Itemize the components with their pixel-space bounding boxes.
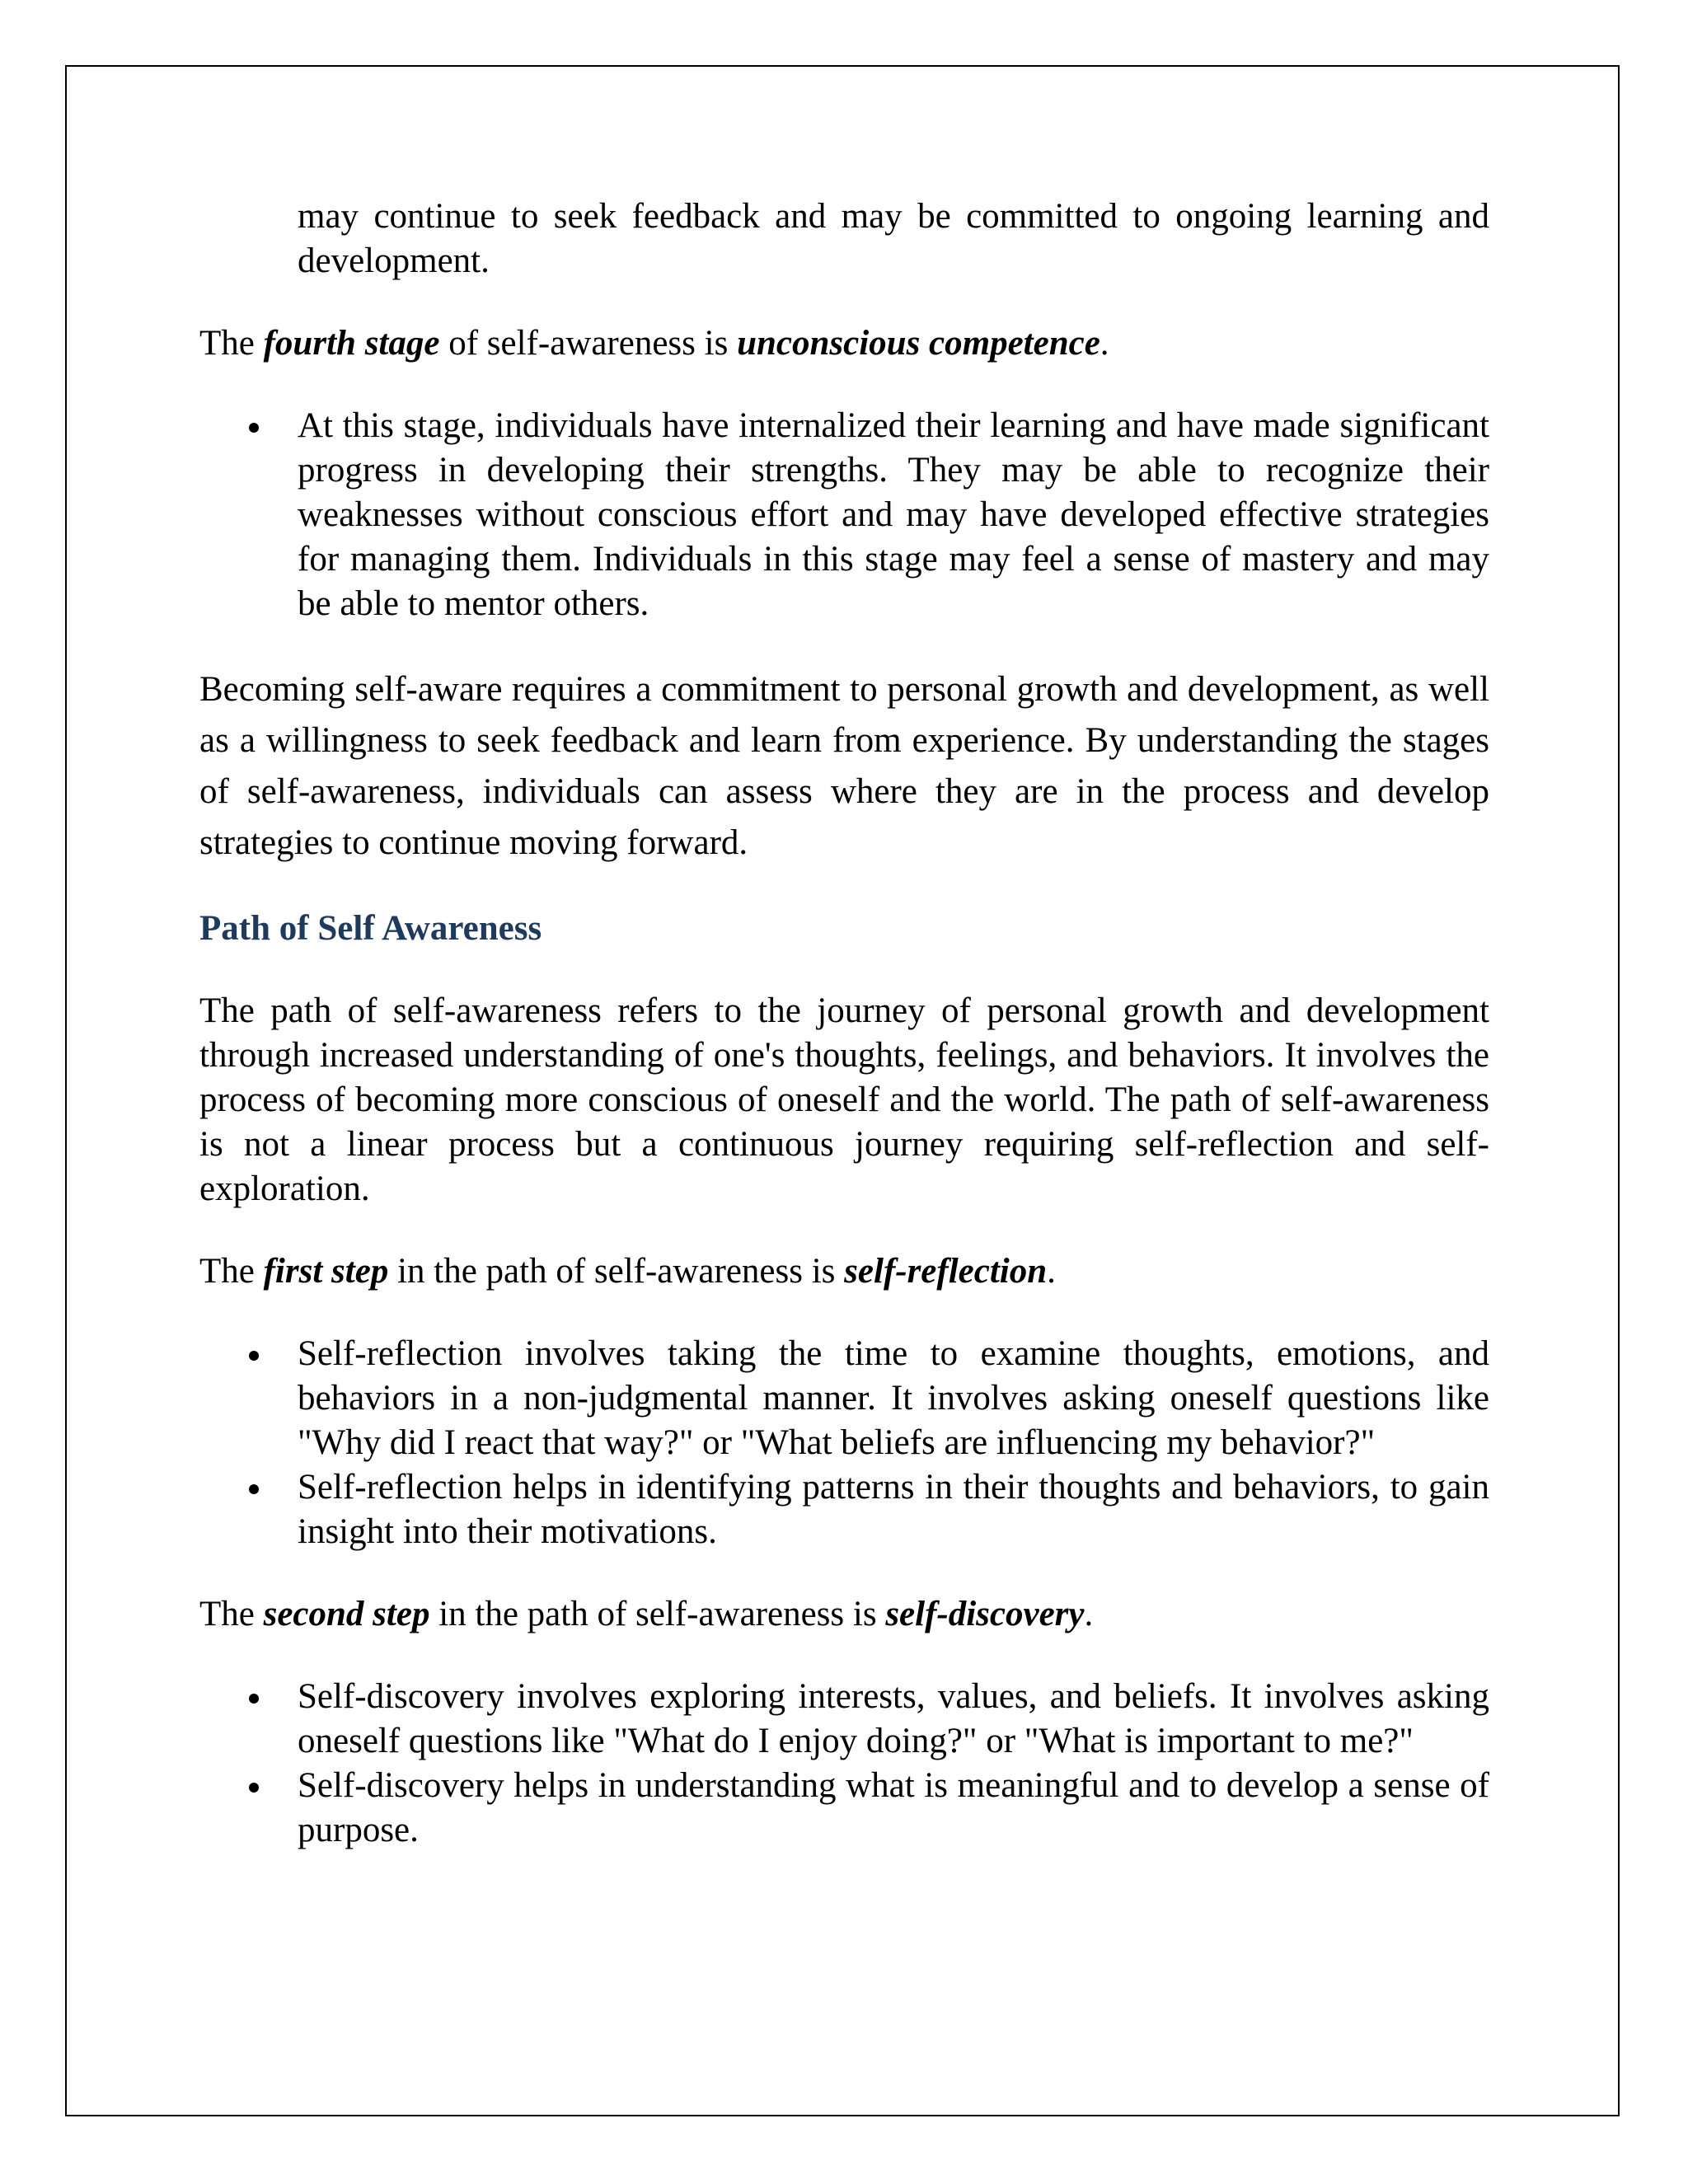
bullet-icon (249, 1484, 259, 1494)
fourth-stage-line (199, 321, 1489, 366)
summary-paragraph: Becoming self-aware requires a commitment to personal growth and development, as well as a willingness to seek feedback and learn from experience. By understanding the stages of self-awareness, individuals can assess where they are in the process and develop strategies to continue moving forward. (199, 670, 1489, 862)
first-step-bullet-list (199, 1332, 1489, 1554)
list-item (199, 404, 1489, 626)
bullet-icon (249, 1694, 259, 1704)
bullet-icon (249, 423, 259, 433)
first-step-post: . (1047, 1252, 1056, 1291)
first-step-mid: in the path of self-awareness is (388, 1252, 845, 1291)
second-step-pre: The (199, 1595, 264, 1633)
fourth-stage-pre: The (199, 324, 264, 363)
document-content (199, 194, 1489, 1853)
bullet-icon (249, 1783, 259, 1793)
second-step-bullet-list (199, 1675, 1489, 1853)
fourth-stage-post: . (1100, 324, 1109, 363)
bullet-text: Self-reflection helps in identifying patterns in their thoughts and behaviors, to gain insight into their motivations. (298, 1468, 1489, 1551)
bullet-icon (249, 1351, 259, 1361)
fourth-stage-term: fourth stage (263, 324, 440, 363)
second-step-post: . (1084, 1595, 1094, 1633)
bullet-text: Self-discovery helps in understanding what is meaningful and to develop a sense of purpose. (298, 1766, 1489, 1849)
fourth-stage-bullet-list (199, 404, 1489, 626)
fourth-stage-value: unconscious competence (737, 324, 1100, 363)
path-intro-paragraph: The path of self-awareness refers to the journey of personal growth and development through increased understanding of one's thoughts, feelings, and behaviors. It involves the process of becoming more conscious of oneself and the world. The path of self-awareness is not a linear process but a continuous journey requiring self-reflection and self-exploration. (199, 991, 1489, 1208)
bullet-text: Self-reflection involves taking the time to examine thoughts, emotions, and behaviors in a non-judgmental manner. It involves asking oneself questions like "Why did I react that way?" or "What beliefs are influencing my behavior?" (298, 1334, 1489, 1462)
second-step-mid: in the path of self-awareness is (429, 1595, 886, 1633)
bullet-text: Self-discovery involves exploring interests, values, and beliefs. It involves asking oneself questions like "What do I enjoy doing?" or "What is important to me?" (298, 1677, 1489, 1760)
bullet-text: At this stage, individuals have internalized their learning and have made significant progress in developing their strengths. They may be able to recognize their weaknesses without conscious effort and may have developed effective strategies for managing them. Individuals in this stage may feel a sense of mastery and may be able to mentor others. (298, 406, 1489, 623)
list-item (199, 1332, 1489, 1465)
list-item (199, 1465, 1489, 1554)
first-step-line (199, 1249, 1489, 1294)
first-step-pre: The (199, 1252, 264, 1291)
second-step-line (199, 1592, 1489, 1637)
list-item (199, 1675, 1489, 1764)
section-heading: Path of Self Awareness (199, 909, 542, 948)
fourth-stage-mid: of self-awareness is (439, 324, 738, 363)
first-step-term: first step (263, 1252, 389, 1291)
second-step-term: second step (263, 1595, 430, 1633)
continuation-text: may continue to seek feedback and may be committed to ongoing learning and development. (298, 197, 1489, 280)
list-item (199, 1764, 1489, 1853)
second-step-value: self-discovery (885, 1595, 1085, 1633)
first-step-value: self-reflection (844, 1252, 1048, 1291)
